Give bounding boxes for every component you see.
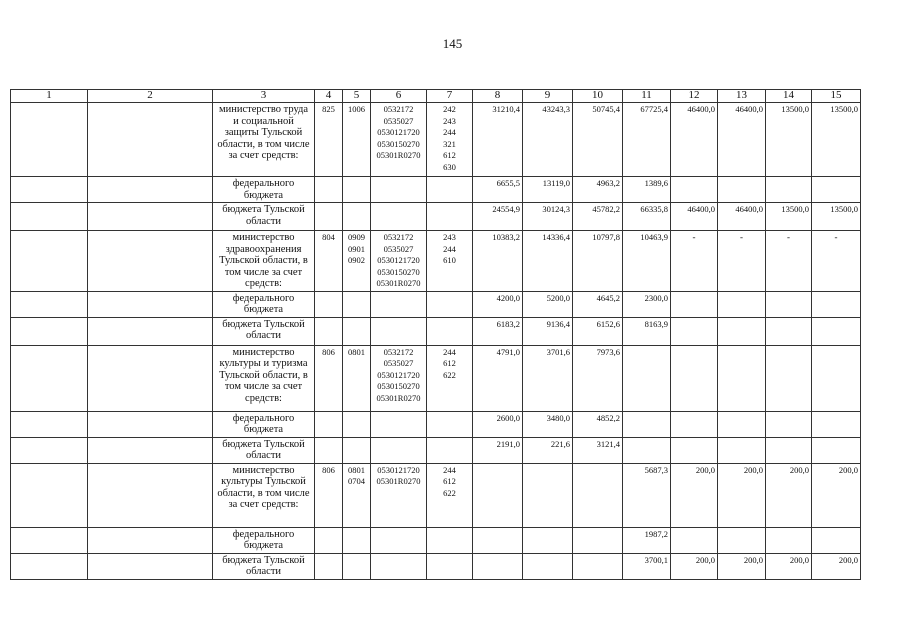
value-cell-c10: 4963,2 bbox=[573, 177, 623, 203]
code-line: 0535027 bbox=[383, 243, 414, 254]
row-name: министерство труда и социальной защиты Тульской области, в том числе за счет средств: bbox=[213, 103, 315, 177]
code-line: 0801 bbox=[348, 464, 365, 475]
code-cell-c6 bbox=[371, 411, 427, 437]
col-header-7: 7 bbox=[427, 90, 473, 103]
value-cell-c10 bbox=[573, 463, 623, 527]
value-cell-c9: 9136,4 bbox=[523, 317, 573, 345]
value-cell-c12 bbox=[671, 177, 718, 203]
code-line: 244 bbox=[443, 243, 456, 254]
code-cell-c6 bbox=[371, 317, 427, 345]
table-row bbox=[11, 553, 861, 579]
value-cell-c11 bbox=[623, 411, 671, 437]
code-cell-c6 bbox=[371, 291, 427, 317]
code-line: 0909 bbox=[348, 232, 365, 242]
table-row bbox=[11, 317, 861, 345]
col-header-11: 11 bbox=[623, 90, 671, 103]
code-cell-c5 bbox=[343, 317, 371, 345]
value-cell-c10: 3121,4 bbox=[573, 437, 623, 463]
code-cell-c4 bbox=[315, 411, 343, 437]
value-cell-c11 bbox=[623, 437, 671, 463]
value-cell-c11: 1389,6 bbox=[623, 177, 671, 203]
value-cell-c8: 10383,2 bbox=[473, 231, 523, 292]
code-cell-c4 bbox=[315, 527, 343, 553]
value-cell-c14 bbox=[766, 177, 812, 203]
value-cell-c14 bbox=[766, 317, 812, 345]
row-name: федерального бюджета bbox=[213, 411, 315, 437]
code-line: 630 bbox=[443, 161, 456, 172]
code-cell-c4 bbox=[315, 553, 343, 579]
value-cell-c12: - bbox=[671, 231, 718, 292]
table-row bbox=[11, 103, 861, 177]
code-cell-c7 bbox=[427, 103, 473, 177]
row-name: министерство культуры и туризма Тульской области, в том числе за счет средств: bbox=[213, 345, 315, 411]
cell-col2 bbox=[88, 345, 213, 411]
value-cell-c11: 10463,9 bbox=[623, 231, 671, 292]
code-cell-c4 bbox=[315, 203, 343, 231]
code-line: 0530121720 bbox=[377, 255, 420, 265]
code-cell-c4 bbox=[315, 437, 343, 463]
code-cell-c6 bbox=[371, 177, 427, 203]
table-row bbox=[11, 231, 861, 292]
code-cell-c5: 1006 bbox=[343, 103, 371, 177]
value-cell-c10 bbox=[573, 527, 623, 553]
col-header-14: 14 bbox=[766, 90, 812, 103]
code-line: 622 bbox=[443, 487, 456, 498]
code-line: 622 bbox=[443, 369, 456, 380]
value-cell-c15 bbox=[812, 437, 861, 463]
value-cell-c15 bbox=[812, 291, 861, 317]
value-cell-c12 bbox=[671, 527, 718, 553]
code-cell-c7 bbox=[427, 411, 473, 437]
col-header-6: 6 bbox=[371, 90, 427, 103]
code-cell-c5 bbox=[343, 553, 371, 579]
code-cell-c4: 806 bbox=[315, 345, 343, 411]
code-cell-c5 bbox=[343, 463, 371, 527]
code-line: 0532172 bbox=[383, 232, 414, 242]
value-cell-c8: 6183,2 bbox=[473, 317, 523, 345]
value-cell-c10: 45782,2 bbox=[573, 203, 623, 231]
value-cell-c15: - bbox=[812, 231, 861, 292]
value-cell-c11: 66335,8 bbox=[623, 203, 671, 231]
code-line: 0535027 bbox=[383, 115, 414, 126]
value-cell-c13: 46400,0 bbox=[718, 103, 766, 177]
value-cell-c9: 3701,6 bbox=[523, 345, 573, 411]
row-name: министерство культуры Тульской области, в том числе за счет средств: bbox=[213, 463, 315, 527]
value-cell-c13 bbox=[718, 317, 766, 345]
code-cell-c7 bbox=[427, 317, 473, 345]
code-line: 610 bbox=[443, 255, 456, 265]
value-cell-c13 bbox=[718, 411, 766, 437]
value-cell-c12 bbox=[671, 345, 718, 411]
code-line: 0535027 bbox=[383, 358, 414, 368]
code-line: 612 bbox=[443, 150, 456, 160]
cell-col1 bbox=[11, 437, 88, 463]
cell-col1 bbox=[11, 411, 88, 437]
cell-col1 bbox=[11, 231, 88, 292]
col-header-2: 2 bbox=[88, 90, 213, 103]
cell-col2 bbox=[88, 317, 213, 345]
code-cell-c6 bbox=[371, 437, 427, 463]
code-cell-c6 bbox=[371, 463, 427, 527]
value-cell-c10: 50745,4 bbox=[573, 103, 623, 177]
row-name: министерство здравоохранения Тульской области, в том числе за счет средств: bbox=[213, 231, 315, 292]
cell-col1 bbox=[11, 553, 88, 579]
col-header-4: 4 bbox=[315, 90, 343, 103]
code-line: 243 bbox=[443, 115, 456, 126]
value-cell-c13 bbox=[718, 291, 766, 317]
value-cell-c8 bbox=[473, 463, 523, 527]
cell-col2 bbox=[88, 411, 213, 437]
value-cell-c8 bbox=[473, 553, 523, 579]
code-cell-c5 bbox=[343, 437, 371, 463]
value-cell-c12: 200,0 bbox=[671, 553, 718, 579]
code-line: 0532172 bbox=[383, 104, 414, 114]
code-cell-c4: 806 bbox=[315, 463, 343, 527]
value-cell-c13: 200,0 bbox=[718, 553, 766, 579]
value-cell-c12: 46400,0 bbox=[671, 103, 718, 177]
table-row bbox=[11, 463, 861, 527]
col-header-3: 3 bbox=[213, 90, 315, 103]
code-cell-c7 bbox=[427, 231, 473, 292]
value-cell-c10 bbox=[573, 553, 623, 579]
value-cell-c15 bbox=[812, 411, 861, 437]
value-cell-c12 bbox=[671, 317, 718, 345]
value-cell-c13: 200,0 bbox=[718, 463, 766, 527]
code-line: 05301R0270 bbox=[376, 392, 421, 403]
cell-col2 bbox=[88, 553, 213, 579]
value-cell-c10: 4645,2 bbox=[573, 291, 623, 317]
code-line: 0530121720 bbox=[377, 369, 420, 380]
code-cell-c6 bbox=[371, 103, 427, 177]
value-cell-c8: 4200,0 bbox=[473, 291, 523, 317]
value-cell-c8: 2600,0 bbox=[473, 411, 523, 437]
value-cell-c14: 200,0 bbox=[766, 553, 812, 579]
value-cell-c12 bbox=[671, 437, 718, 463]
value-cell-c13 bbox=[718, 437, 766, 463]
cell-col2 bbox=[88, 437, 213, 463]
cell-col1 bbox=[11, 527, 88, 553]
code-line: 0902 bbox=[348, 255, 365, 265]
cell-col2 bbox=[88, 291, 213, 317]
row-name: бюджета Тульской области bbox=[213, 317, 315, 345]
row-name: федерального бюджета bbox=[213, 291, 315, 317]
cell-col1 bbox=[11, 317, 88, 345]
value-cell-c11: 5687,3 bbox=[623, 463, 671, 527]
value-cell-c9: 30124,3 bbox=[523, 203, 573, 231]
col-header-15: 15 bbox=[812, 90, 861, 103]
value-cell-c15 bbox=[812, 527, 861, 553]
code-line: 05301R0270 bbox=[376, 150, 421, 160]
value-cell-c8: 4791,0 bbox=[473, 345, 523, 411]
row-name: федерального бюджета bbox=[213, 177, 315, 203]
budget-table bbox=[10, 89, 861, 580]
code-cell-c7 bbox=[427, 203, 473, 231]
cell-col1 bbox=[11, 345, 88, 411]
table-row bbox=[11, 203, 861, 231]
code-line: 0530150270 bbox=[377, 138, 420, 149]
cell-col1 bbox=[11, 463, 88, 527]
cell-col1 bbox=[11, 203, 88, 231]
row-name: бюджета Тульской области bbox=[213, 437, 315, 463]
code-cell-c5 bbox=[343, 291, 371, 317]
code-cell-c7 bbox=[427, 527, 473, 553]
value-cell-c13 bbox=[718, 177, 766, 203]
table-row bbox=[11, 527, 861, 553]
value-cell-c8 bbox=[473, 527, 523, 553]
value-cell-c15: 200,0 bbox=[812, 553, 861, 579]
value-cell-c12 bbox=[671, 411, 718, 437]
value-cell-c13 bbox=[718, 345, 766, 411]
code-line: 612 bbox=[443, 476, 456, 486]
code-line: 321 bbox=[443, 138, 456, 149]
row-name: федерального бюджета bbox=[213, 527, 315, 553]
col-header-10: 10 bbox=[573, 90, 623, 103]
value-cell-c9 bbox=[523, 553, 573, 579]
value-cell-c14 bbox=[766, 527, 812, 553]
value-cell-c15 bbox=[812, 345, 861, 411]
code-line: 244 bbox=[443, 127, 456, 137]
code-cell-c6 bbox=[371, 231, 427, 292]
col-header-9: 9 bbox=[523, 90, 573, 103]
value-cell-c12 bbox=[671, 291, 718, 317]
code-cell-c5 bbox=[343, 177, 371, 203]
code-cell-c4: 804 bbox=[315, 231, 343, 292]
row-name: бюджета Тульской области bbox=[213, 553, 315, 579]
value-cell-c9: 13119,0 bbox=[523, 177, 573, 203]
code-cell-c6 bbox=[371, 553, 427, 579]
code-line: 0530150270 bbox=[377, 266, 420, 277]
code-line: 0704 bbox=[348, 476, 365, 486]
col-header-1: 1 bbox=[11, 90, 88, 103]
value-cell-c15 bbox=[812, 177, 861, 203]
value-cell-c9: 221,6 bbox=[523, 437, 573, 463]
cell-col1 bbox=[11, 291, 88, 317]
value-cell-c12: 200,0 bbox=[671, 463, 718, 527]
col-header-8: 8 bbox=[473, 90, 523, 103]
code-cell-c5: 0801 bbox=[343, 345, 371, 411]
code-line: 0530121720 bbox=[377, 464, 420, 475]
value-cell-c11: 8163,9 bbox=[623, 317, 671, 345]
code-line: 0532172 bbox=[383, 346, 414, 357]
code-cell-c6 bbox=[371, 527, 427, 553]
value-cell-c14 bbox=[766, 291, 812, 317]
value-cell-c13: - bbox=[718, 231, 766, 292]
code-cell-c7 bbox=[427, 437, 473, 463]
table-row bbox=[11, 411, 861, 437]
value-cell-c8: 31210,4 bbox=[473, 103, 523, 177]
code-cell-c6 bbox=[371, 203, 427, 231]
code-line: 612 bbox=[443, 358, 456, 368]
value-cell-c15: 13500,0 bbox=[812, 103, 861, 177]
code-cell-c5 bbox=[343, 231, 371, 292]
value-cell-c11: 3700,1 bbox=[623, 553, 671, 579]
table-row bbox=[11, 177, 861, 203]
code-line: 05301R0270 bbox=[376, 476, 421, 486]
code-line: 0530121720 bbox=[377, 127, 420, 137]
code-cell-c6 bbox=[371, 345, 427, 411]
value-cell-c14 bbox=[766, 345, 812, 411]
value-cell-c9: 3480,0 bbox=[523, 411, 573, 437]
value-cell-c11 bbox=[623, 345, 671, 411]
table-row bbox=[11, 345, 861, 411]
cell-col2 bbox=[88, 103, 213, 177]
value-cell-c8: 24554,9 bbox=[473, 203, 523, 231]
value-cell-c14: 13500,0 bbox=[766, 103, 812, 177]
value-cell-c11: 67725,4 bbox=[623, 103, 671, 177]
code-line: 242 bbox=[443, 104, 456, 114]
value-cell-c8: 6655,5 bbox=[473, 177, 523, 203]
value-cell-c8: 2191,0 bbox=[473, 437, 523, 463]
code-cell-c4 bbox=[315, 291, 343, 317]
code-line: 244 bbox=[443, 464, 456, 475]
value-cell-c12: 46400,0 bbox=[671, 203, 718, 231]
col-header-12: 12 bbox=[671, 90, 718, 103]
value-cell-c14: 200,0 bbox=[766, 463, 812, 527]
cell-col1 bbox=[11, 103, 88, 177]
cell-col2 bbox=[88, 203, 213, 231]
code-cell-c4: 825 bbox=[315, 103, 343, 177]
cell-col1 bbox=[11, 177, 88, 203]
code-cell-c4 bbox=[315, 177, 343, 203]
value-cell-c9: 5200,0 bbox=[523, 291, 573, 317]
value-cell-c13 bbox=[718, 527, 766, 553]
code-cell-c7 bbox=[427, 463, 473, 527]
code-cell-c7 bbox=[427, 291, 473, 317]
value-cell-c9: 43243,3 bbox=[523, 103, 573, 177]
value-cell-c10: 7973,6 bbox=[573, 345, 623, 411]
col-header-5: 5 bbox=[343, 90, 371, 103]
value-cell-c9 bbox=[523, 527, 573, 553]
cell-col2 bbox=[88, 231, 213, 292]
cell-col2 bbox=[88, 463, 213, 527]
code-cell-c7 bbox=[427, 553, 473, 579]
code-cell-c7 bbox=[427, 345, 473, 411]
cell-col2 bbox=[88, 527, 213, 553]
code-line: 244 bbox=[443, 346, 456, 357]
code-line: 243 bbox=[443, 232, 456, 242]
value-cell-c14 bbox=[766, 437, 812, 463]
value-cell-c11: 1987,2 bbox=[623, 527, 671, 553]
col-header-13: 13 bbox=[718, 90, 766, 103]
table-row bbox=[11, 291, 861, 317]
value-cell-c10: 4852,2 bbox=[573, 411, 623, 437]
code-line: 0530150270 bbox=[377, 381, 420, 391]
value-cell-c14 bbox=[766, 411, 812, 437]
value-cell-c14: 13500,0 bbox=[766, 203, 812, 231]
code-cell-c4 bbox=[315, 317, 343, 345]
code-cell-c7 bbox=[427, 177, 473, 203]
value-cell-c10: 10797,8 bbox=[573, 231, 623, 292]
value-cell-c15: 200,0 bbox=[812, 463, 861, 527]
code-line: 05301R0270 bbox=[376, 278, 421, 288]
value-cell-c11: 2300,0 bbox=[623, 291, 671, 317]
value-cell-c15 bbox=[812, 317, 861, 345]
value-cell-c13: 46400,0 bbox=[718, 203, 766, 231]
page-number: 145 bbox=[442, 36, 463, 51]
code-cell-c5 bbox=[343, 203, 371, 231]
code-cell-c5 bbox=[343, 411, 371, 437]
code-cell-c5 bbox=[343, 527, 371, 553]
value-cell-c14: - bbox=[766, 231, 812, 292]
table-row bbox=[11, 437, 861, 463]
row-name: бюджета Тульской области bbox=[213, 203, 315, 231]
value-cell-c10: 6152,6 bbox=[573, 317, 623, 345]
header-row bbox=[11, 90, 861, 103]
value-cell-c9: 14336,4 bbox=[523, 231, 573, 292]
code-line: 0901 bbox=[348, 243, 365, 254]
cell-col2 bbox=[88, 177, 213, 203]
value-cell-c9 bbox=[523, 463, 573, 527]
value-cell-c15: 13500,0 bbox=[812, 203, 861, 231]
